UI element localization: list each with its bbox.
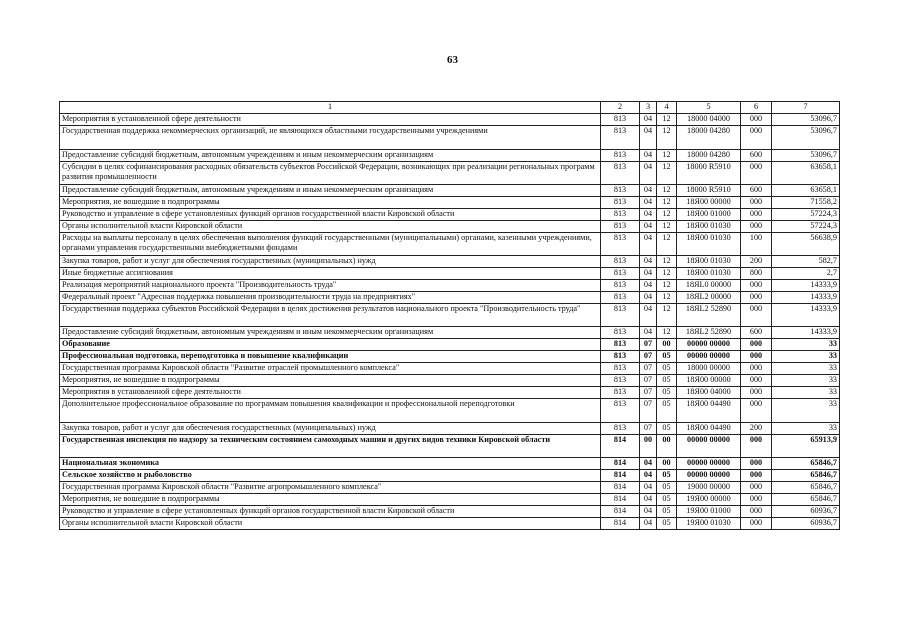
cell-target-article: 18Я00 01000 <box>677 209 741 221</box>
column-header-6: 6 <box>741 102 772 114</box>
cell-name: Реализация мероприятий национального проекта "Производительность труда" <box>60 280 601 292</box>
cell-grbs: 813 <box>601 363 640 375</box>
cell-target-article: 18Я00 00000 <box>677 197 741 209</box>
cell-subsection: 05 <box>657 387 677 399</box>
cell-target-article: 18Я00 04490 <box>677 399 741 423</box>
cell-expense-type: 800 <box>741 268 772 280</box>
cell-target-article: 18Я00 04490 <box>677 423 741 435</box>
cell-grbs: 813 <box>601 387 640 399</box>
cell-name: Руководство и управление в сфере установленных функций органов государственной власти Кировской области <box>60 506 601 518</box>
cell-section: 04 <box>640 494 657 506</box>
cell-section: 04 <box>640 150 657 162</box>
cell-amount: 65846,7 <box>772 470 840 482</box>
cell-amount: 33 <box>772 351 840 363</box>
table-row <box>60 233 840 256</box>
cell-target-article: 18000 00000 <box>677 363 741 375</box>
cell-target-article: 19Я00 01030 <box>677 518 741 530</box>
cell-amount: 33 <box>772 375 840 387</box>
cell-target-article: 00000 00000 <box>677 339 741 351</box>
cell-expense-type: 000 <box>741 209 772 221</box>
cell-target-article: 18000 04000 <box>677 114 741 126</box>
cell-name: Дополнительное профессиональное образование по программам повышения квалификации и профессиональной переподготовки <box>60 399 601 423</box>
budget-table <box>59 101 840 530</box>
cell-section: 04 <box>640 292 657 304</box>
cell-expense-type: 000 <box>741 197 772 209</box>
table-row <box>60 185 840 197</box>
cell-amount: 60936,7 <box>772 518 840 530</box>
column-header-2: 2 <box>601 102 640 114</box>
table-header-row <box>60 102 840 114</box>
cell-subsection: 12 <box>657 268 677 280</box>
table-row <box>60 387 840 399</box>
cell-grbs: 813 <box>601 221 640 233</box>
cell-subsection: 05 <box>657 423 677 435</box>
cell-subsection: 12 <box>657 197 677 209</box>
cell-section: 07 <box>640 363 657 375</box>
table-row <box>60 197 840 209</box>
cell-expense-type: 000 <box>741 494 772 506</box>
cell-amount: 582,7 <box>772 256 840 268</box>
cell-grbs: 813 <box>601 339 640 351</box>
cell-section: 04 <box>640 221 657 233</box>
cell-target-article: 18ЯL2 52890 <box>677 327 741 339</box>
table-row <box>60 482 840 494</box>
cell-subsection: 00 <box>657 458 677 470</box>
cell-expense-type: 600 <box>741 150 772 162</box>
cell-name: Иные бюджетные ассигнования <box>60 268 601 280</box>
cell-amount: 57224,3 <box>772 221 840 233</box>
cell-section: 04 <box>640 304 657 327</box>
cell-subsection: 12 <box>657 280 677 292</box>
cell-target-article: 18000 04280 <box>677 150 741 162</box>
cell-grbs: 813 <box>601 197 640 209</box>
table-row <box>60 327 840 339</box>
cell-expense-type: 000 <box>741 458 772 470</box>
cell-grbs: 814 <box>601 435 640 458</box>
cell-subsection: 12 <box>657 304 677 327</box>
cell-grbs: 813 <box>601 304 640 327</box>
table-row <box>60 126 840 150</box>
cell-amount: 65846,7 <box>772 458 840 470</box>
cell-target-article: 18Я00 01030 <box>677 221 741 233</box>
cell-section: 07 <box>640 387 657 399</box>
cell-section: 04 <box>640 209 657 221</box>
cell-amount: 33 <box>772 423 840 435</box>
table-row <box>60 518 840 530</box>
table-row <box>60 375 840 387</box>
cell-name: Предоставление субсидий бюджетным, автономным учреждениям и иным некоммерческим организациям <box>60 150 601 162</box>
table-row <box>60 114 840 126</box>
table-row <box>60 209 840 221</box>
cell-expense-type: 200 <box>741 423 772 435</box>
table-row <box>60 423 840 435</box>
cell-grbs: 813 <box>601 233 640 256</box>
cell-grbs: 814 <box>601 518 640 530</box>
cell-amount: 71558,2 <box>772 197 840 209</box>
cell-amount: 63658,1 <box>772 185 840 197</box>
cell-amount: 53096,7 <box>772 126 840 150</box>
cell-amount: 33 <box>772 363 840 375</box>
cell-subsection: 12 <box>657 114 677 126</box>
cell-target-article: 18ЯL2 52890 <box>677 304 741 327</box>
cell-amount: 56638,9 <box>772 233 840 256</box>
cell-section: 04 <box>640 126 657 150</box>
cell-subsection: 00 <box>657 435 677 458</box>
cell-name: Государственная поддержка субъектов Российской Федерации в целях достижения результатов национального проекта "Производительность труда" <box>60 304 601 327</box>
cell-grbs: 813 <box>601 126 640 150</box>
cell-name: Предоставление субсидий бюджетным, автономным учреждениям и иным некоммерческим организациям <box>60 327 601 339</box>
cell-section: 04 <box>640 506 657 518</box>
cell-expense-type: 000 <box>741 399 772 423</box>
cell-subsection: 12 <box>657 292 677 304</box>
cell-name: Государственная поддержка некоммерческих организаций, не являющихся областными государственными учреждениями <box>60 126 601 150</box>
cell-name: Государственная инспекция по надзору за техническим состоянием самоходных машин и других видов техники Кировской области <box>60 435 601 458</box>
cell-expense-type: 000 <box>741 221 772 233</box>
cell-grbs: 814 <box>601 482 640 494</box>
cell-subsection: 05 <box>657 363 677 375</box>
cell-target-article: 00000 00000 <box>677 435 741 458</box>
cell-grbs: 813 <box>601 292 640 304</box>
cell-section: 07 <box>640 375 657 387</box>
column-header-5: 5 <box>677 102 741 114</box>
cell-grbs: 814 <box>601 494 640 506</box>
cell-section: 04 <box>640 518 657 530</box>
cell-section: 04 <box>640 114 657 126</box>
cell-amount: 60936,7 <box>772 506 840 518</box>
cell-subsection: 12 <box>657 327 677 339</box>
cell-target-article: 00000 00000 <box>677 351 741 363</box>
cell-grbs: 813 <box>601 375 640 387</box>
cell-target-article: 19Я00 01000 <box>677 506 741 518</box>
cell-expense-type: 000 <box>741 292 772 304</box>
cell-subsection: 12 <box>657 162 677 185</box>
cell-amount: 65913,9 <box>772 435 840 458</box>
cell-amount: 14333,9 <box>772 304 840 327</box>
cell-expense-type: 000 <box>741 126 772 150</box>
cell-name: Профессиональная подготовка, переподготовка и повышение квалификации <box>60 351 601 363</box>
cell-expense-type: 000 <box>741 304 772 327</box>
cell-expense-type: 000 <box>741 363 772 375</box>
column-header-1: 1 <box>60 102 601 114</box>
cell-target-article: 18Я00 01030 <box>677 256 741 268</box>
cell-target-article: 18Я00 04000 <box>677 387 741 399</box>
cell-target-article: 18Я00 01030 <box>677 233 741 256</box>
cell-section: 04 <box>640 280 657 292</box>
cell-amount: 65846,7 <box>772 482 840 494</box>
cell-target-article: 18Я00 00000 <box>677 375 741 387</box>
cell-target-article: 18Я00 01030 <box>677 268 741 280</box>
cell-name: Национальная экономика <box>60 458 601 470</box>
column-header-7: 7 <box>772 102 840 114</box>
table-row <box>60 221 840 233</box>
cell-grbs: 813 <box>601 268 640 280</box>
cell-subsection: 05 <box>657 375 677 387</box>
cell-subsection: 05 <box>657 482 677 494</box>
table-row <box>60 399 840 423</box>
cell-section: 07 <box>640 351 657 363</box>
cell-target-article: 19000 00000 <box>677 482 741 494</box>
cell-expense-type: 000 <box>741 351 772 363</box>
cell-subsection: 00 <box>657 339 677 351</box>
cell-subsection: 05 <box>657 470 677 482</box>
cell-name: Государственная программа Кировской области "Развитие агропромышленного комплекса" <box>60 482 601 494</box>
cell-section: 04 <box>640 185 657 197</box>
table-row <box>60 351 840 363</box>
cell-expense-type: 000 <box>741 470 772 482</box>
cell-amount: 33 <box>772 399 840 423</box>
cell-expense-type: 000 <box>741 506 772 518</box>
cell-target-article: 18ЯL0 00000 <box>677 280 741 292</box>
table-row <box>60 292 840 304</box>
cell-expense-type: 000 <box>741 375 772 387</box>
cell-grbs: 813 <box>601 114 640 126</box>
cell-grbs: 813 <box>601 280 640 292</box>
cell-amount: 63658,1 <box>772 162 840 185</box>
cell-grbs: 813 <box>601 256 640 268</box>
cell-name: Образование <box>60 339 601 351</box>
cell-subsection: 05 <box>657 506 677 518</box>
cell-name: Закупка товаров, работ и услуг для обеспечения государственных (муниципальных) нужд <box>60 256 601 268</box>
table-row <box>60 458 840 470</box>
cell-name: Государственная программа Кировской области "Развитие отраслей промышленного комплекса" <box>60 363 601 375</box>
cell-subsection: 12 <box>657 256 677 268</box>
table-row <box>60 304 840 327</box>
cell-name: Субсидии в целях софинансирования расходных обязательств субъектов Российской Федерации, возникающих при реализации региональных программ развития промышленности <box>60 162 601 185</box>
cell-expense-type: 000 <box>741 114 772 126</box>
cell-grbs: 813 <box>601 423 640 435</box>
cell-grbs: 813 <box>601 209 640 221</box>
cell-target-article: 00000 00000 <box>677 470 741 482</box>
cell-subsection: 05 <box>657 518 677 530</box>
cell-amount: 33 <box>772 339 840 351</box>
cell-subsection: 12 <box>657 185 677 197</box>
column-header-4: 4 <box>657 102 677 114</box>
cell-amount: 53096,7 <box>772 150 840 162</box>
cell-name: Мероприятия в установленной сфере деятельности <box>60 114 601 126</box>
cell-name: Сельское хозяйство и рыболовство <box>60 470 601 482</box>
cell-name: Федеральный проект "Адресная поддержка повышения производительности труда на предприятиях" <box>60 292 601 304</box>
cell-amount: 65846,7 <box>772 494 840 506</box>
cell-grbs: 813 <box>601 162 640 185</box>
cell-grbs: 813 <box>601 399 640 423</box>
cell-target-article: 00000 00000 <box>677 458 741 470</box>
cell-amount: 14333,9 <box>772 280 840 292</box>
cell-name: Мероприятия, не вошедшие в подпрограммы <box>60 375 601 387</box>
cell-subsection: 12 <box>657 209 677 221</box>
cell-section: 00 <box>640 435 657 458</box>
cell-section: 04 <box>640 482 657 494</box>
cell-expense-type: 200 <box>741 256 772 268</box>
cell-grbs: 813 <box>601 185 640 197</box>
cell-name: Органы исполнительной власти Кировской области <box>60 518 601 530</box>
cell-name: Органы исполнительной власти Кировской области <box>60 221 601 233</box>
cell-name: Мероприятия в установленной сфере деятельности <box>60 387 601 399</box>
table-row <box>60 280 840 292</box>
cell-section: 07 <box>640 399 657 423</box>
cell-grbs: 814 <box>601 506 640 518</box>
cell-grbs: 813 <box>601 327 640 339</box>
table-row <box>60 150 840 162</box>
cell-grbs: 814 <box>601 458 640 470</box>
cell-name: Мероприятия, не вошедшие в подпрограммы <box>60 197 601 209</box>
cell-subsection: 12 <box>657 233 677 256</box>
cell-section: 04 <box>640 162 657 185</box>
cell-amount: 53096,7 <box>772 114 840 126</box>
cell-target-article: 18ЯL2 00000 <box>677 292 741 304</box>
cell-name: Мероприятия, не вошедшие в подпрограммы <box>60 494 601 506</box>
cell-section: 04 <box>640 470 657 482</box>
cell-subsection: 05 <box>657 494 677 506</box>
table-row <box>60 268 840 280</box>
cell-expense-type: 000 <box>741 162 772 185</box>
cell-target-article: 19Я00 00000 <box>677 494 741 506</box>
cell-subsection: 12 <box>657 150 677 162</box>
table-row <box>60 339 840 351</box>
table-row <box>60 506 840 518</box>
cell-target-article: 18000 R5910 <box>677 185 741 197</box>
cell-target-article: 18000 04280 <box>677 126 741 150</box>
table-row <box>60 435 840 458</box>
cell-section: 04 <box>640 197 657 209</box>
cell-subsection: 05 <box>657 399 677 423</box>
table-row <box>60 470 840 482</box>
cell-section: 04 <box>640 268 657 280</box>
cell-amount: 33 <box>772 387 840 399</box>
cell-expense-type: 000 <box>741 518 772 530</box>
cell-section: 04 <box>640 327 657 339</box>
column-header-3: 3 <box>640 102 657 114</box>
table-row <box>60 256 840 268</box>
cell-subsection: 12 <box>657 221 677 233</box>
cell-amount: 2,7 <box>772 268 840 280</box>
cell-grbs: 813 <box>601 150 640 162</box>
cell-amount: 14333,9 <box>772 327 840 339</box>
cell-expense-type: 000 <box>741 280 772 292</box>
cell-section: 04 <box>640 256 657 268</box>
cell-expense-type: 600 <box>741 185 772 197</box>
cell-target-article: 18000 R5910 <box>677 162 741 185</box>
cell-grbs: 814 <box>601 470 640 482</box>
cell-expense-type: 000 <box>741 435 772 458</box>
cell-expense-type: 000 <box>741 387 772 399</box>
cell-amount: 14333,9 <box>772 292 840 304</box>
cell-name: Руководство и управление в сфере установленных функций органов государственной власти Кировской области <box>60 209 601 221</box>
table-row <box>60 162 840 185</box>
cell-expense-type: 600 <box>741 327 772 339</box>
cell-expense-type: 000 <box>741 482 772 494</box>
table-row <box>60 363 840 375</box>
cell-section: 04 <box>640 233 657 256</box>
cell-amount: 57224,3 <box>772 209 840 221</box>
cell-name: Расходы на выплаты персоналу в целях обеспечения выполнения функций государственными (муниципальными) органами, казенными учреждениями, органами управления государственными внебюджетными фондами <box>60 233 601 256</box>
cell-expense-type: 000 <box>741 339 772 351</box>
cell-subsection: 12 <box>657 126 677 150</box>
table-body <box>60 114 840 530</box>
cell-name: Закупка товаров, работ и услуг для обеспечения государственных (муниципальных) нужд <box>60 423 601 435</box>
cell-section: 07 <box>640 339 657 351</box>
table-row <box>60 494 840 506</box>
cell-subsection: 05 <box>657 351 677 363</box>
cell-section: 07 <box>640 423 657 435</box>
cell-name: Предоставление субсидий бюджетным, автономным учреждениям и иным некоммерческим организациям <box>60 185 601 197</box>
cell-section: 04 <box>640 458 657 470</box>
page-number: 63 <box>447 54 458 66</box>
cell-grbs: 813 <box>601 351 640 363</box>
cell-expense-type: 100 <box>741 233 772 256</box>
